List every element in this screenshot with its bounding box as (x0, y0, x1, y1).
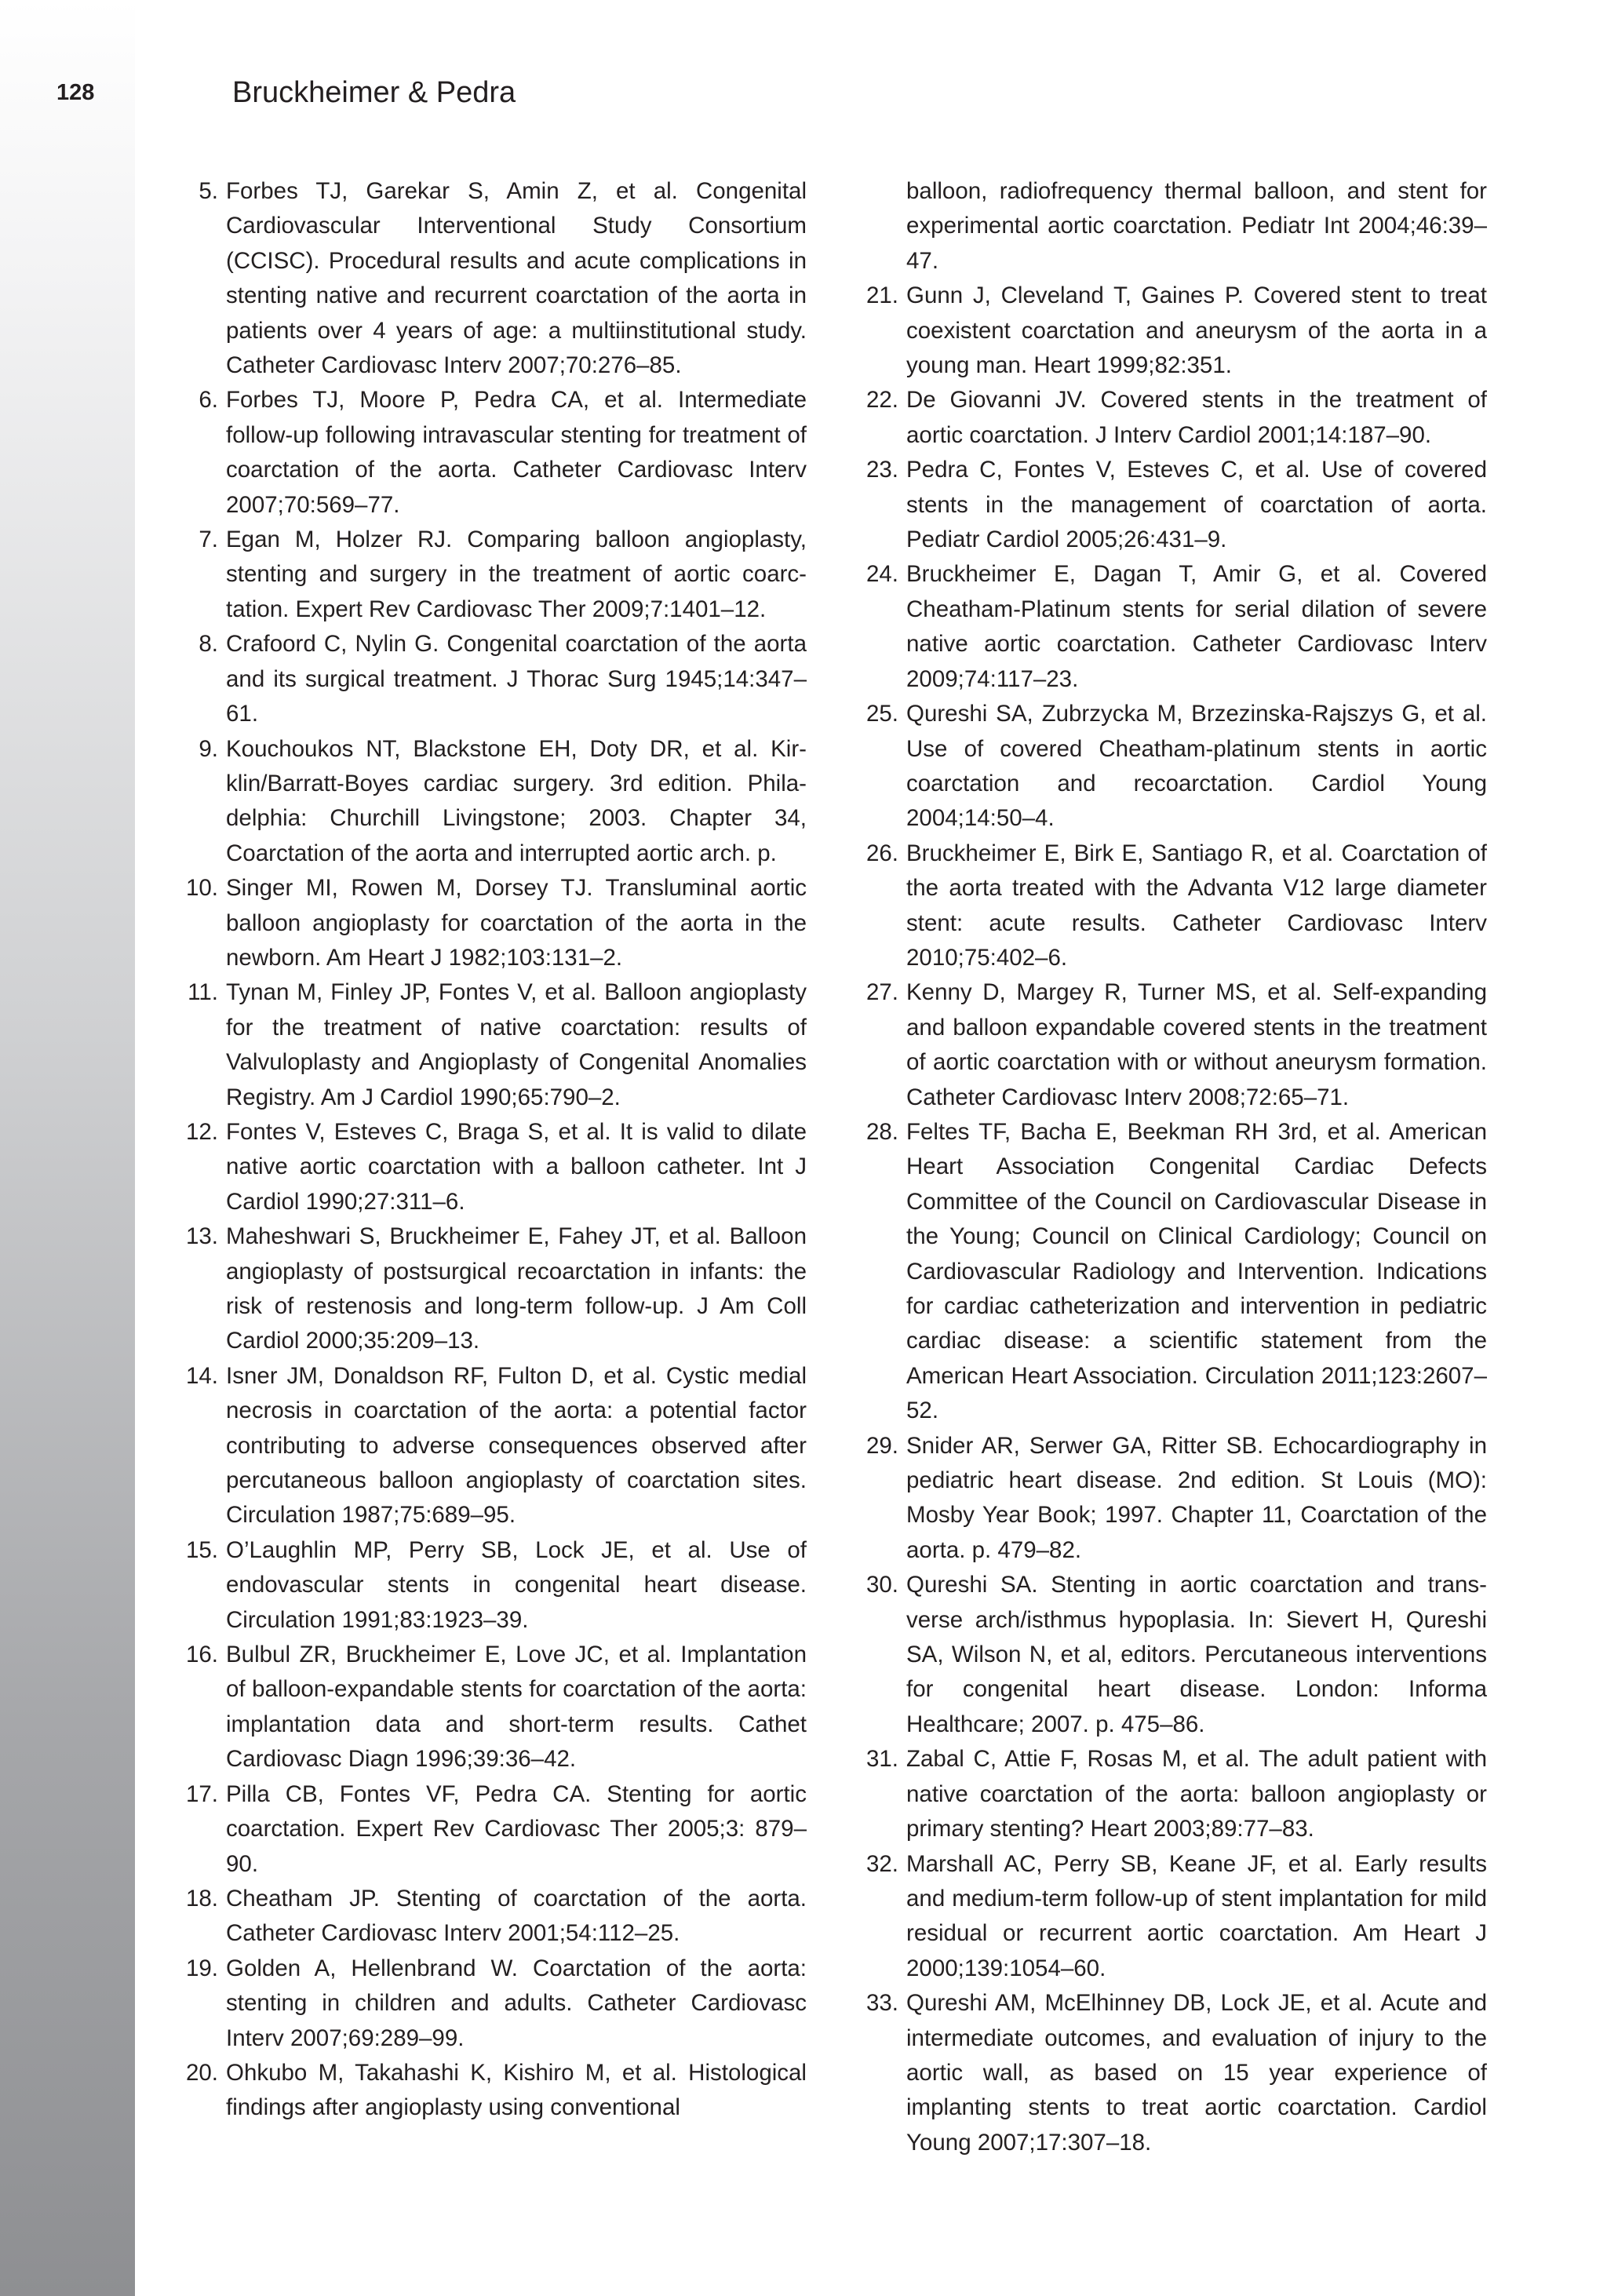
reference-item (173, 1115, 807, 1219)
reference-text: Singer MI, Rowen M, Dorsey TJ. Transluminal aortic balloon angioplasty for coarctation of the aorta in the newborn. Am Heart J 1982;103:131–2. (226, 875, 807, 971)
references-column-right (853, 174, 1487, 2160)
reference-text: Qureshi SA. Stenting in aortic coarctation and transverse arch/isthmus hypoplasia. In: Sievert H, Qureshi SA, Wilson N, et al, editors. Percutaneous interventions for congenital heart disease. London: Informa Healthcare; 2007. p. 475–86. (906, 1572, 1487, 1737)
reference-text: Cheatham JP. Stenting of coarctation of the aorta. Catheter Cardiovasc Interv 2001;54:112–25. (226, 1885, 807, 1947)
reference-item (173, 1882, 807, 1952)
reference-item (853, 836, 1487, 976)
reference-number: 22. (865, 387, 898, 414)
reference-number: 12. (185, 1118, 218, 1145)
reference-item (853, 697, 1487, 836)
reference-text: Pilla CB, Fontes VF, Pedra CA. Stenting for aortic coarctation. Expert Rev Cardiovasc Ther 2005;3: 879–90. (226, 1780, 807, 1877)
reference-text: Fontes V, Esteves C, Braga S, et al. It is valid to dilate native aortic coarctation with a balloon catheter. Int J Cardiol 1990;27:311–6. (226, 1118, 807, 1215)
page-number: 128 (56, 80, 95, 105)
reference-text: Isner JM, Donaldson RF, Fulton D, et al. Cystic medial necrosis in coarctation of the aorta: a potential factor contributing to adverse consequences observed after percutaneous balloon angioplasty of coarctation sites. Circulation 1987;75:689–95. (226, 1362, 807, 1529)
reference-item (173, 975, 807, 1115)
reference-item (173, 1777, 807, 1882)
reference-number (853, 174, 906, 279)
reference-item (853, 1429, 1487, 1569)
reference-text: Feltes TF, Bacha E, Beekman RH 3rd, et al. American Heart Association Congenital Cardiac Defects Committee of the Council on Cardiovascular Disease in the Young; Council on Clinical Cardiology; Council on Cardiovascular Radiology and Intervention. Indications for cardiac catheterization and intervention in pediatric cardiac disease: a scientific statement from the American Heart Association. Circulation 2011;123:2607–52. (906, 1118, 1487, 1424)
reference-item (853, 1115, 1487, 1429)
reference-text: Kouchoukos NT, Blackstone EH, Doty DR, et al. Kirklin/Barratt-Boyes cardiac surgery. 3rd edition. Philadelphia: Churchill Livingstone; 2003. Chapter 34, Coarctation of the aorta and interrupted aortic arch. p. (226, 735, 807, 866)
reference-text: Pedra C, Fontes V, Esteves C, et al. Use of covered stents in the management of coarctation of aorta. Pediatr Cardiol 2005;26:431–9. (906, 457, 1487, 553)
reference-item (853, 557, 1487, 697)
reference-text: Ohkubo M, Takahashi K, Kishiro M, et al. Histological findings after angioplasty using conventional (226, 2059, 807, 2121)
reference-item (173, 2056, 807, 2126)
reference-item (853, 1986, 1487, 2160)
reference-number: 27. (865, 979, 898, 1006)
reference-number: 25. (865, 701, 898, 727)
reference-text: Kenny D, Margey R, Turner MS, et al. Self-expanding and balloon expandable covered stents in the treatment of aortic coarctation with or without aneurysm formation. Catheter Cardiovasc Interv 2008;72:65–71. (906, 979, 1487, 1110)
reference-number: 6. (199, 387, 218, 414)
reference-number: 32. (865, 1850, 898, 1877)
running-head: Bruckheimer & Pedra (232, 76, 516, 109)
reference-number: 29. (865, 1432, 898, 1459)
reference-item (853, 453, 1487, 557)
reference-number: 15. (185, 1536, 218, 1563)
reference-text: Golden A, Hellenbrand W. Coarctation of the aorta: stenting in children and adults. Catheter Cardiovasc Interv 2007;69:289–99. (226, 1955, 807, 2051)
reference-text: Bulbul ZR, Bruckheimer E, Love JC, et al. Implantation of balloon-expandable stents for coarctation of the aorta: implantation data and short-term results. Cathet Cardiovasc Diagn 1996;39:36–42. (226, 1642, 807, 1773)
reference-item (173, 1533, 807, 1638)
reference-number: 7. (199, 527, 218, 553)
reference-item (173, 732, 807, 872)
references-column-left (173, 174, 807, 2126)
reference-number: 20. (185, 2059, 218, 2086)
reference-item (173, 523, 807, 627)
reference-text: De Giovanni JV. Covered stents in the treatment of aortic coarctation. J Interv Cardiol 2001;14:187–90. (906, 387, 1487, 448)
reference-text: O’Laughlin MP, Perry SB, Lock JE, et al. Use of endovascular stents in congenital heart disease. Circulation 1991;83:1923–39. (226, 1536, 807, 1633)
reference-text: Crafoord C, Nylin G. Congenital coarctation of the aorta and its surgical treatment. J Thorac Surg 1945;14:347–61. (226, 631, 807, 727)
reference-number: 16. (185, 1642, 218, 1668)
reference-number: 9. (199, 735, 218, 762)
reference-number: 10. (185, 875, 218, 902)
reference-item (853, 1568, 1487, 1742)
reference-item (173, 1219, 807, 1359)
reference-item (853, 279, 1487, 383)
reference-text: Marshall AC, Perry SB, Keane JF, et al. Early results and medium-term follow-up of stent implantation for mild residual or recurrent aortic coarctation. Am Heart J 2000;139:1054–60. (906, 1850, 1487, 1981)
reference-number: 24. (865, 561, 898, 588)
reference-text: Snider AR, Serwer GA, Ritter SB. Echocardiography in pediatric heart disease. 2nd edition. St Louis (MO): Mosby Year Book; 1997. Chapter 11, Coarctation of the aorta. p. 479–82. (906, 1432, 1487, 1563)
reference-item (173, 627, 807, 731)
reference-text: Gunn J, Cleveland T, Gaines P. Covered stent to treat coexistent coarctation and aneurysm of the aorta in a young man. Heart 1999;82:351. (906, 282, 1487, 379)
reference-number: 23. (865, 457, 898, 483)
reference-text: Egan M, Holzer RJ. Comparing balloon angioplasty, stenting and surgery in the treatment of aortic coarctation. Expert Rev Cardiovasc Ther 2009;7:1401–12. (226, 527, 807, 622)
reference-item (173, 174, 807, 383)
reference-number: 11. (188, 979, 218, 1006)
reference-number: 21. (865, 282, 898, 309)
reference-number: 8. (199, 631, 218, 658)
reference-text: Bruckheimer E, Birk E, Santiago R, et al. Coarctation of the aorta treated with the Advanta V12 large diameter stent: acute results. Catheter Cardiovasc Interv 2010;75:402–6. (906, 840, 1487, 971)
reference-item (173, 1952, 807, 2056)
reference-item (173, 1638, 807, 1777)
reference-number: 19. (185, 1955, 218, 1981)
reference-item (173, 1359, 807, 1533)
reference-number: 5. (199, 178, 218, 204)
reference-item (853, 975, 1487, 1115)
reference-text: Bruckheimer E, Dagan T, Amir G, et al. Covered Cheatham-Platinum stents for serial dilation of severe native aortic coarctation. Catheter Cardiovasc Interv 2009;74:117–23. (906, 561, 1487, 692)
reference-number: 18. (185, 1885, 218, 1912)
reference-number: 33. (865, 1990, 898, 2017)
reference-number: 13. (185, 1223, 218, 1250)
reference-text: Forbes TJ, Garekar S, Amin Z, et al. Congenital Cardiovascular Interventional Study Consortium (CCISC). Procedural results and acute complications in stenting native and recurrent coarctation of the aorta in patients over 4 years of age: a multiinstitutional study. Catheter Cardiovasc Interv 2007;70:276–85. (226, 178, 807, 379)
reference-text: Maheshwari S, Bruckheimer E, Fahey JT, et al. Balloon angioplasty of postsurgical recoarctation in infants: the risk of restenosis and long-term follow-up. J Am Coll Cardiol 2000;35:209–13. (226, 1223, 807, 1354)
reference-text: Qureshi SA, Zubrzycka M, Brzezinska-Rajszys G, et al. Use of covered Cheatham-platinum stents in aortic coarctation and recoarctation. Cardiol Young 2004;14:50–4. (906, 701, 1487, 832)
reference-text: Forbes TJ, Moore P, Pedra CA, et al. Intermediate follow-up following intravascular stenting for treatment of coarctation of the aorta. Catheter Cardiovasc Interv 2007;70:569–77. (226, 387, 807, 518)
reference-item (173, 871, 807, 975)
reference-number: 28. (865, 1118, 898, 1145)
reference-text: Tynan M, Finley JP, Fontes V, et al. Balloon angioplasty for the treatment of native coarctation: results of Valvuloplasty and Angioplasty of Congenital Anomalies Registry. Am J Cardiol 1990;65:790–2. (226, 979, 807, 1110)
reference-text: Qureshi AM, McElhinney DB, Lock JE, et al. Acute and intermediate outcomes, and evaluation of injury to the aortic wall, as based on 15 year experience of implanting stents to treat aortic coarctation. Cardiol Young 2007;17:307–18. (906, 1990, 1487, 2156)
reference-number: 31. (865, 1746, 898, 1773)
reference-number: 26. (865, 840, 898, 866)
reference-item (853, 383, 1487, 453)
reference-text: Zabal C, Attie F, Rosas M, et al. The adult patient with native coarctation of the aorta: balloon angioplasty or primary stenting? Heart 2003;89:77–83. (906, 1746, 1487, 1842)
page-margin-bar (0, 0, 135, 2296)
reference-text: balloon, radiofrequency thermal balloon, and stent for experimental aortic coarctation. Pediatr Int 2004;46:39–47. (906, 178, 1487, 274)
reference-item (853, 1847, 1487, 1987)
reference-item (173, 383, 807, 523)
reference-number: 30. (865, 1572, 898, 1598)
reference-item-continued (853, 174, 1487, 279)
reference-number: 17. (185, 1780, 218, 1807)
reference-number: 14. (185, 1362, 218, 1389)
reference-item (853, 1742, 1487, 1846)
